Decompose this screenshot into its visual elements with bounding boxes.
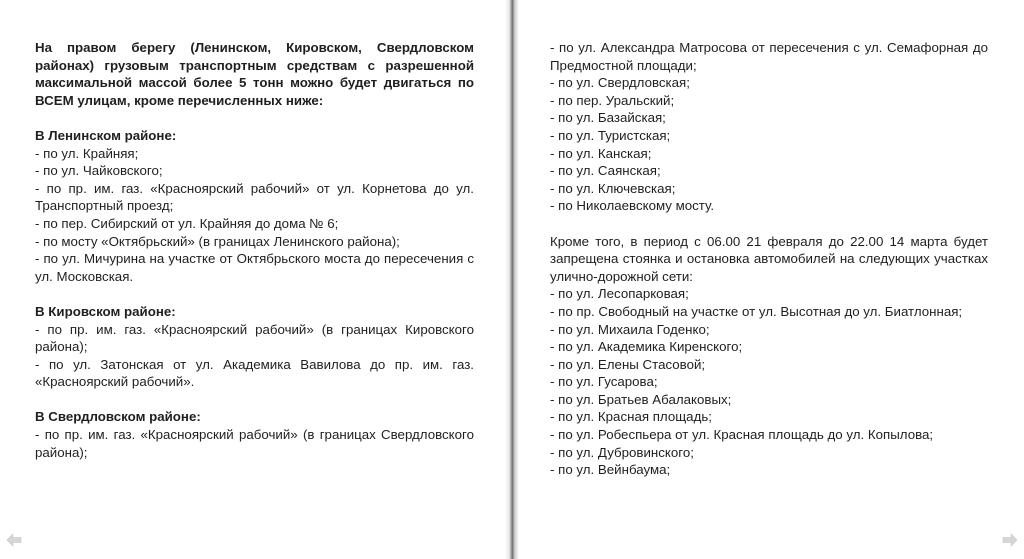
list-item: - по пр. им. газ. «Красноярский рабочий» (в границах Свердловского района); <box>35 427 474 460</box>
list-item: - по ул. Академика Киренского; <box>550 339 743 355</box>
list-item: - по ул. Базайская; <box>550 110 666 126</box>
list-item: - по ул. Мичурина на участке от Октябрьского моста до пересечения с ул. Московская. <box>35 251 474 284</box>
arrow-right-icon <box>1002 533 1018 547</box>
kirovsky-heading: В Кировском районе: <box>35 303 176 319</box>
list-item: - по ул. Братьев Абалаковых; <box>550 391 732 407</box>
list-item: - по ул. Саянская; <box>550 163 661 179</box>
list-item: - по ул. Елены Стасовой; <box>550 356 706 372</box>
list-item: - по ул. Лесопарковая; <box>550 286 689 302</box>
list-item: - по ул. Дубровинского; <box>550 444 694 460</box>
list-item: - по ул. Михаила Годенко; <box>550 321 710 337</box>
list-item: - по пр. им. газ. «Красноярский рабочий» от ул. Корнетова до ул. Транспортный проезд; <box>35 180 474 214</box>
sverdlovsky-heading: В Свердловском районе: <box>35 409 201 425</box>
next-page-button[interactable] <box>1002 533 1018 547</box>
list-item: - по ул. Свердловская; <box>550 75 690 91</box>
list-item: - по ул. Красная площадь; <box>550 409 712 425</box>
list-item: - по ул. Канская; <box>550 145 652 161</box>
list-item: - по ул. Крайняя; <box>35 145 139 161</box>
list-item: - по ул. Вейнбаума; <box>550 462 671 478</box>
list-item: - по ул. Александра Матросова от пересечения с ул. Семафорная до Предмостной площади; <box>550 40 988 73</box>
list-item: - по мосту «Октябрьский» (в границах Ленинского района); <box>35 233 400 249</box>
leninsky-heading: В Ленинском районе: <box>35 127 177 143</box>
prev-page-button[interactable] <box>6 533 22 547</box>
list-item: - по пер. Уральский; <box>550 92 675 108</box>
list-item: - по ул. Ключевская; <box>550 180 676 196</box>
book-spine <box>505 0 519 559</box>
right-column <box>550 39 988 479</box>
list-item: - по ул. Гусарова; <box>550 374 658 390</box>
list-item: - по ул. Робеспьера от ул. Красная площадь до ул. Копылова; <box>550 427 934 443</box>
list-item: - по пр. Свободный на участке от ул. Высотная до ул. Биатлонная; <box>550 303 963 319</box>
parking-ban-paragraph: Кроме того, в период с 06.00 21 февраля до 22.00 14 марта будет запрещена стоянка и остановка автомобилей на следующих участках улично-дорожной сети: <box>550 233 988 284</box>
list-item: - по Николаевскому мосту. <box>550 198 715 214</box>
list-item: - по ул. Затонская от ул. Академика Вавилова до пр. им. газ. «Красноярский рабочий». <box>35 356 474 390</box>
list-item: - по пер. Сибирский от ул. Крайняя до дома № 6; <box>35 215 339 231</box>
intro-paragraph: На правом берегу (Ленинском, Кировском, Свердловском районах) грузовым транспортным средствам с разрешенной максимальной массой более 5 тонн можно будет двигаться по ВСЕМ улицам, кроме перечисленных ниже: <box>35 40 474 108</box>
arrow-left-icon <box>6 533 22 547</box>
list-item: - по ул. Туристская; <box>550 127 671 143</box>
left-column <box>35 39 474 461</box>
list-item: - по ул. Чайковского; <box>35 163 163 179</box>
list-item: - по пр. им. газ. «Красноярский рабочий» (в границах Кировского района); <box>35 321 474 355</box>
